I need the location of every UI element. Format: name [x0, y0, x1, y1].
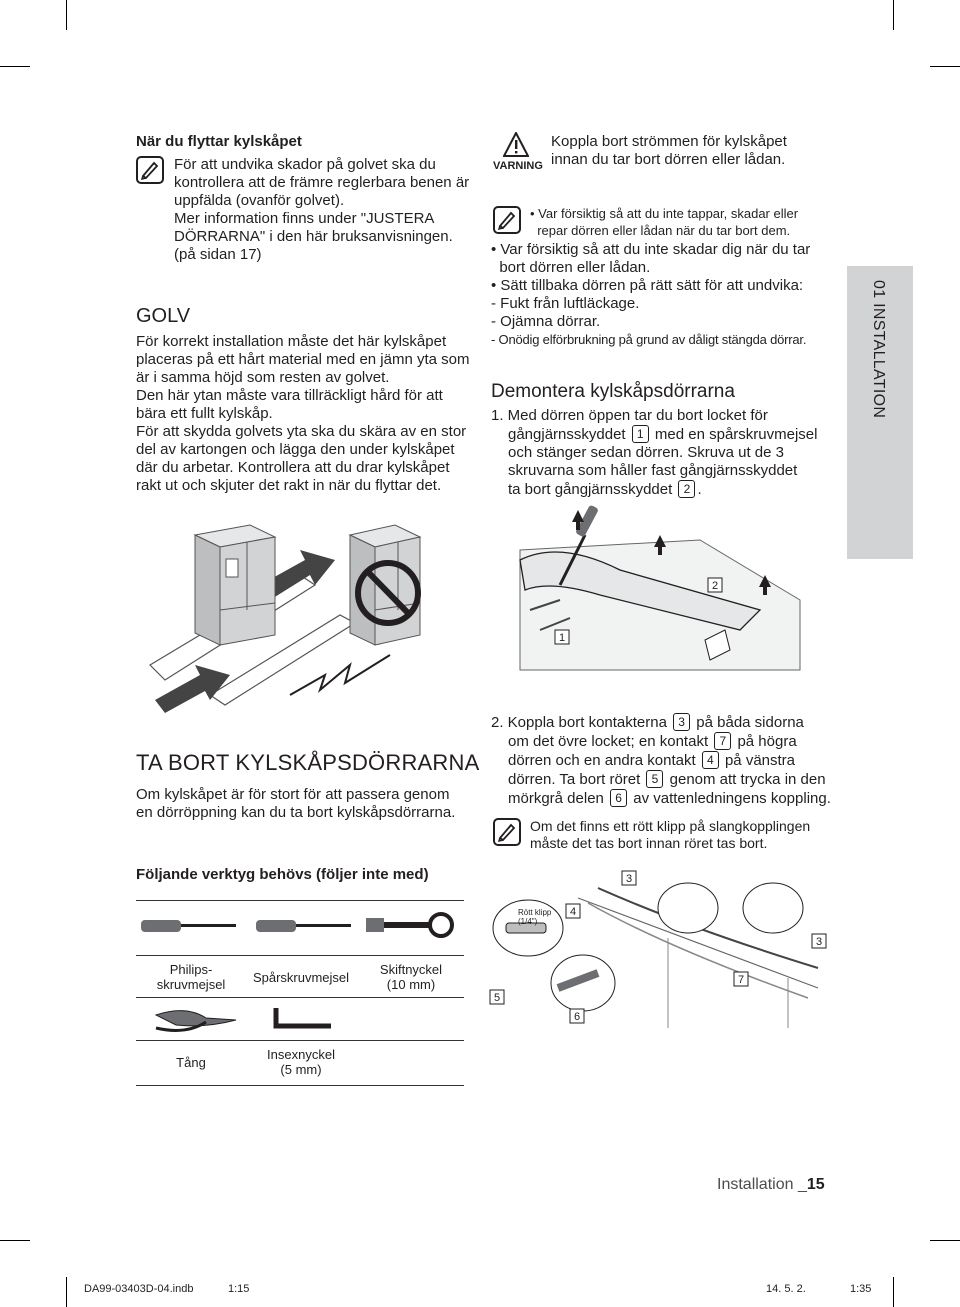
hex-key-icon — [276, 1008, 331, 1026]
crop-mark — [0, 1240, 30, 1241]
section-heading-remove-doors: TA BORT KYLSKÅPSDÖRRARNA — [136, 750, 480, 775]
wrench-icon — [366, 914, 452, 936]
callout-badge: 4 — [702, 751, 719, 769]
note-icon — [493, 206, 521, 234]
tool-label: Tång — [176, 1055, 206, 1070]
bullet-item: • Var försiktig så att du inte skadar dig när du tar — [491, 241, 811, 258]
moving-note — [174, 156, 469, 264]
text-fragment: . — [697, 481, 702, 498]
caution-list — [491, 241, 810, 349]
callout-badge: 1 — [632, 425, 649, 443]
callout-label: 2 — [711, 580, 719, 592]
warning-icon — [503, 132, 529, 158]
tool-label: Philips- skruvmejsel — [156, 962, 226, 992]
callout-label: Rött klipp — [518, 908, 552, 917]
callout-label: 4 — [569, 906, 577, 918]
print-time: 1:35 — [850, 1283, 872, 1295]
pliers-icon — [156, 1011, 236, 1031]
page-number: 15 — [806, 1176, 825, 1193]
callout-badge: 7 — [714, 732, 731, 750]
text-fragment: på båda sidorna — [696, 714, 804, 731]
text-line: För att undvika skador på golvet ska du — [174, 156, 436, 173]
text-fragment: på högra — [737, 733, 797, 750]
bullet-item: bort dörren eller lådan. — [491, 259, 651, 276]
callout-label: 3 — [625, 873, 633, 885]
text-line — [491, 713, 831, 732]
note-icon — [136, 156, 164, 184]
callout-badge: 2 — [678, 480, 695, 498]
step-2 — [491, 713, 831, 808]
text-line: kontrollera att de främre reglerbara benen är — [174, 174, 470, 191]
text-line: innan du tar bort dörren eller lådan. — [551, 151, 786, 168]
chapter-tab-label: 01 INSTALLATION — [870, 280, 887, 419]
caution-list-indented — [530, 205, 798, 239]
text-line: måste det tas bort innan röret tas bort. — [530, 835, 768, 851]
tool-label: Skiftnyckel (10 mm) — [379, 962, 443, 992]
print-date: 14. 5. 2. — [766, 1283, 806, 1295]
callout-label: (1/4") — [518, 917, 538, 926]
text-line: DÖRRARNA" i den här bruksanvisningen. — [174, 228, 453, 245]
text-line: en dörröppning kan du ta bort kylskåpsdörrarna. — [136, 804, 456, 821]
text-line — [491, 789, 831, 808]
divider — [136, 1085, 464, 1086]
text-line: Den här ytan måste vara tillräckligt hård för att — [136, 387, 443, 404]
screwdriver-icon — [256, 920, 351, 932]
text-line: och stänger sedan dörren. Skruva ut de 3 — [508, 444, 785, 461]
text-fragment: om det övre locket; en kontakt — [508, 733, 709, 750]
text-line: (på sidan 17) — [174, 246, 262, 263]
crop-mark — [930, 1240, 960, 1241]
text-line — [491, 751, 831, 770]
page-label: Installation _ — [717, 1176, 807, 1193]
divider — [136, 900, 464, 901]
step2-note — [530, 818, 810, 852]
callout-badge: 3 — [673, 713, 690, 731]
floor-illustration — [140, 515, 480, 715]
page-footer — [717, 1176, 825, 1194]
callout-label: 7 — [737, 974, 745, 986]
print-page: 1:15 — [228, 1283, 250, 1295]
text-line: skruvarna som håller fast gångjärnsskyddet — [508, 462, 798, 479]
dash-item: - Fukt från luftläckage. — [491, 295, 640, 312]
text-fragment: mörkgrå delen — [508, 790, 604, 807]
note-icon — [493, 818, 521, 846]
fridge-icon — [195, 525, 275, 645]
step-1 — [491, 407, 817, 499]
divider — [136, 955, 464, 956]
connector-illustration — [488, 868, 828, 1028]
warning-text — [551, 133, 787, 169]
text-line — [491, 770, 831, 789]
text-line: rakt ut och skjuter det rakt in när du flyttar det. — [136, 477, 442, 494]
divider — [136, 1040, 464, 1041]
crop-mark — [930, 66, 960, 67]
callout-label: 5 — [493, 992, 501, 1004]
chapter-tab — [847, 266, 913, 559]
dash-item: - Ojämna dörrar. — [491, 313, 601, 330]
text-line — [491, 425, 817, 444]
text-fragment: dörren. Ta bort röret — [508, 771, 641, 788]
dash-item: - Onödig elförbrukning på grund av dåligt stängda dörrar. — [491, 332, 807, 347]
warning-label: VARNING — [493, 160, 543, 172]
text-line: För korrekt installation måste det här kylskåpet — [136, 333, 447, 350]
text-line: Om kylskåpet är för stort för att passera genom — [136, 786, 450, 803]
tool-label: Spårskruvmejsel — [252, 970, 350, 985]
text-fragment: på vänstra — [724, 752, 796, 769]
text-fragment: med en spårskruvmejsel — [654, 426, 818, 443]
text-line: uppfälda (ovanför golvet). — [174, 192, 345, 209]
text-line — [491, 480, 817, 499]
remove-paragraph — [136, 786, 455, 822]
tools-row2-images — [136, 1000, 464, 1040]
text-fragment: 2. Koppla bort kontakterna — [491, 714, 667, 731]
moving-heading: När du flyttar kylskåpet — [136, 133, 302, 150]
section-heading-golv: GOLV — [136, 305, 191, 327]
tool-label: Insexnyckel (5 mm) — [267, 1047, 335, 1077]
text-line: Mer information finns under "JUSTERA — [174, 210, 435, 227]
screwdriver-icon — [141, 920, 236, 932]
text-line: där du arbetar. Kontrollera att du drar kylskåpet — [136, 459, 450, 476]
text-fragment: genom att trycka in den — [669, 771, 826, 788]
callout-badge: 5 — [646, 770, 663, 788]
text-fragment: ta bort gångjärnsskyddet — [508, 481, 673, 498]
bullet-item: • Sätt tillbaka dörren på rätt sätt för att undvika: — [491, 277, 804, 294]
callout-badge: 6 — [610, 789, 627, 807]
bullet-item: • Var försiktig så att du inte tappar, skadar eller — [530, 206, 799, 221]
text-fragment: gångjärnsskyddet — [508, 426, 626, 443]
crop-mark — [893, 0, 894, 30]
text-fragment: av vattenledningens koppling. — [633, 790, 831, 807]
lightning-icon — [290, 655, 390, 695]
text-line: är i samma höjd som resten av golvet. — [136, 369, 390, 386]
tools-heading: Följande verktyg behövs (följer inte med) — [136, 866, 429, 883]
text-fragment: dörren och en andra kontakt — [508, 752, 696, 769]
crop-mark — [0, 66, 30, 67]
crop-mark — [893, 1277, 894, 1307]
crop-mark — [66, 0, 67, 30]
hinge-illustration — [500, 500, 820, 680]
text-line — [491, 732, 831, 751]
text-line: 1. Med dörren öppen tar du bort locket för — [491, 407, 768, 424]
callout-label: 6 — [573, 1011, 581, 1023]
text-line: Koppla bort strömmen för kylskåpet — [551, 133, 787, 150]
text-line: bära ett fullt kylskåp. — [136, 405, 273, 422]
crop-mark — [66, 1277, 67, 1307]
text-line: Om det finns ett rött klipp på slangkopplingen — [530, 818, 811, 834]
text-line: placeras på ett hårt material med en jämn yta som — [136, 351, 470, 368]
divider — [136, 997, 464, 998]
callout-label: 3 — [815, 936, 823, 948]
print-file: DA99-03403D-04.indb — [84, 1283, 194, 1295]
callout-label: 1 — [558, 632, 566, 644]
tools-row1-images — [136, 905, 464, 950]
text-line: del av kartongen och lägga den under kylskåpet — [136, 441, 455, 458]
text-line: För att skydda golvets yta ska du skära av en stor — [136, 423, 467, 440]
golv-paragraph — [136, 333, 470, 495]
section-heading-demount: Demontera kylskåpsdörrarna — [491, 381, 735, 402]
bullet-item: repar dörren eller lådan när du tar bort dem. — [530, 223, 791, 238]
